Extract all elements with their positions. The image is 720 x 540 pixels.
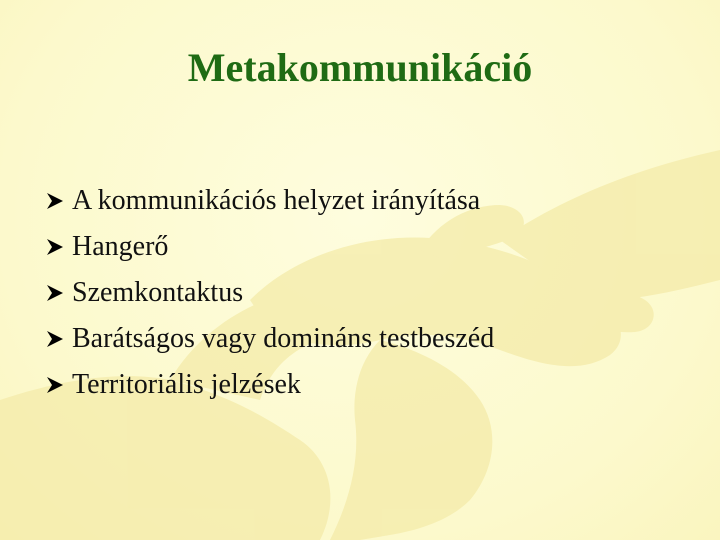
- bullet-text: Szemkontaktus: [72, 277, 244, 308]
- bullet-text: Barátságos vagy domináns testbeszéd: [72, 323, 495, 354]
- bullet-item: [44, 316, 494, 362]
- bullet-text: Territoriális jelzések: [72, 369, 301, 400]
- arrow-right-icon: [44, 374, 66, 396]
- arrow-right-icon: [44, 236, 66, 258]
- bullet-item: [44, 224, 494, 270]
- arrow-right-icon: [44, 328, 66, 350]
- bullet-item: [44, 362, 494, 408]
- arrow-right-icon: [44, 282, 66, 304]
- bullet-text: Hangerő: [72, 231, 169, 262]
- bullet-list: [44, 178, 494, 408]
- bullet-item: [44, 178, 494, 224]
- bullet-item: [44, 270, 494, 316]
- slide-title: Metakommunikáció: [187, 45, 533, 90]
- arrow-right-icon: [44, 190, 66, 212]
- bullet-text: A kommunikációs helyzet irányítása: [72, 185, 481, 216]
